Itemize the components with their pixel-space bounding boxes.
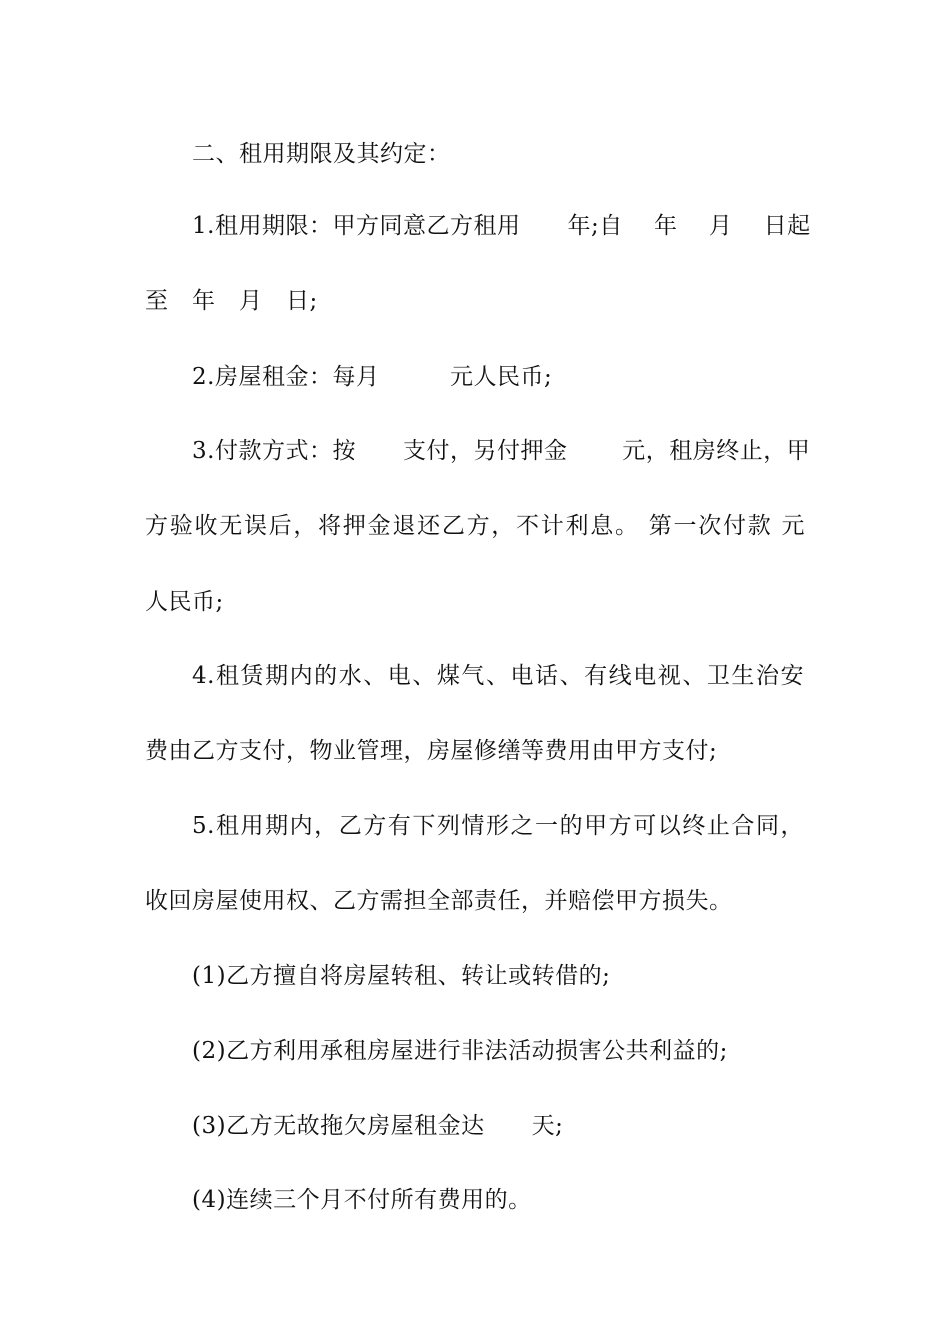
clause-2: 2.房屋租金：每月 元人民币; xyxy=(192,364,553,390)
clause-5-line-2: 收回房屋使用权、乙方需担全部责任，并赔偿甲方损失。 xyxy=(145,888,733,914)
sub-item-1: (1)乙方擅自将房屋转租、转让或转借的; xyxy=(192,963,611,989)
clause-1-line-2: 至 年 月 日; xyxy=(145,288,318,314)
clause-3-line-3: 人民币; xyxy=(145,589,224,615)
clause-4-line-1: 4.租赁期内的水、电、煤气、电话、有线电视、卫生治安 xyxy=(192,663,804,689)
clause-1-line-1: 1.租用期限：甲方同意乙方租用 年;自 年 月 日起 xyxy=(192,213,811,239)
section-heading: 二、租用期限及其约定： xyxy=(192,141,451,167)
clause-5-line-1: 5.租用期内，乙方有下列情形之一的甲方可以终止合同， xyxy=(192,813,804,839)
clause-3-line-2: 方验收无误后，将押金退还乙方，不计利息。 第一次付款 元 xyxy=(145,513,805,539)
clause-4-line-2: 费由乙方支付，物业管理，房屋修缮等费用由甲方支付; xyxy=(145,738,718,764)
sub-item-3: (3)乙方无故拖欠房屋租金达 天; xyxy=(192,1113,564,1139)
sub-item-4: (4)连续三个月不付所有费用的。 xyxy=(192,1187,532,1213)
clause-3-line-1: 3.付款方式：按 支付，另付押金 元，租房终止，甲 xyxy=(192,438,811,464)
sub-item-2: (2)乙方利用承租房屋进行非法活动损害公共利益的; xyxy=(192,1038,728,1064)
